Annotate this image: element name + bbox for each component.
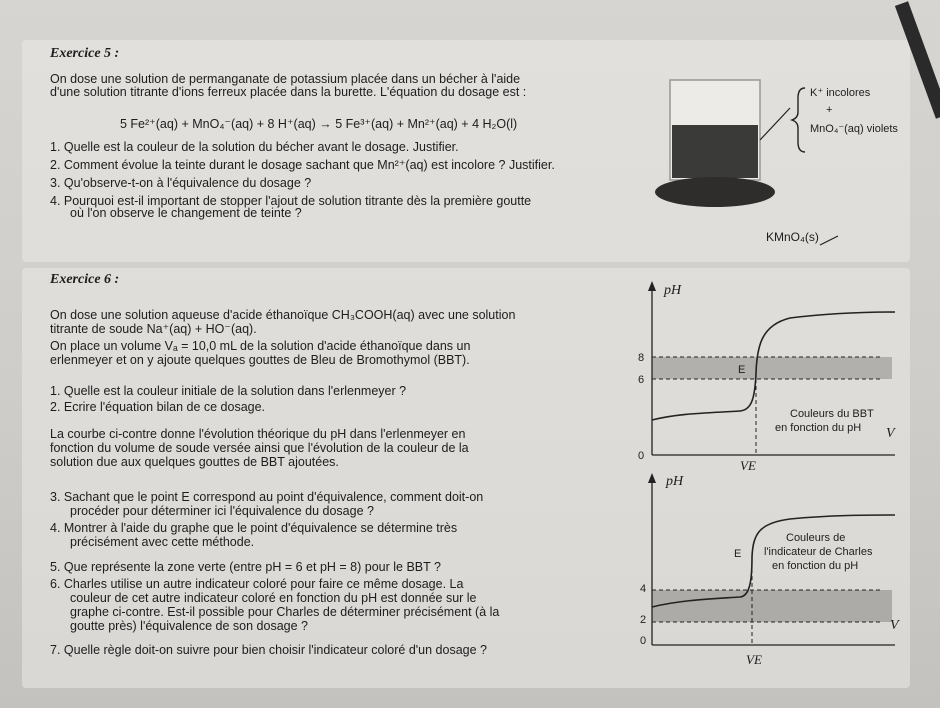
graph-charles: [640, 475, 900, 665]
graph2-v-label: V: [890, 618, 899, 633]
graph2-tick-2: 2: [640, 614, 647, 626]
graph2-caption-3: en fonction du pH: [772, 560, 859, 572]
ex6-question-6b: couleur de cet autre indicateur coloré en fonction du pH est donnée sur le: [70, 591, 477, 605]
ex6-question-1: 1. Quelle est la couleur initiale de la solution dans l'erlenmeyer ?: [50, 384, 407, 398]
ion-mno4-label: MnO₄⁻(aq) violets: [810, 123, 898, 135]
graph1-v-label: V: [886, 426, 895, 441]
ex5-intro-line1: On dose une solution de permanganate de potassium placée dans un bécher à l'aide: [50, 72, 521, 86]
ex6-question-2: 2. Ecrire l'équation bilan de ce dosage.: [50, 400, 266, 414]
ex6-question-6d: goutte près) l'équivalence de son dosage ?: [70, 619, 308, 633]
ex6-para2-line2: erlenmeyer et on y ajoute quelques gouttes de Bleu de Bromothymol (BBT).: [50, 353, 470, 367]
graph2-ve-label: VE: [746, 652, 762, 667]
exercise-5-title: Exercice 5 :: [50, 46, 120, 61]
ex6-question-7: 7. Quelle règle doit-on suivre pour bien choisir l'indicateur coloré d'un dosage ?: [50, 643, 487, 657]
graph1-tick-8: 8: [638, 352, 645, 364]
ex5-question-4b: où l'on observe le changement de teinte ?: [70, 206, 302, 220]
graph2-y-arrow: [648, 473, 656, 483]
bbt-green-zone: [652, 357, 892, 379]
ex6-para3-line1: La courbe ci-contre donne l'évolution théorique du pH dans l'erlenmeyer en: [50, 427, 466, 441]
ex5-intro-line2: d'une solution titrante d'ions ferreux placée dans la burette. L'équation du dosage est :: [50, 85, 527, 99]
ex6-para2-line1: On place un volume Vₐ = 10,0 mL de la solution d'acide éthanoïque dans un: [50, 339, 471, 353]
ex6-para3-line2: fonction du volume de soude versée ainsi que l'évolution de la couleur de la: [50, 441, 469, 455]
ex6-question-4a: 4. Montrer à l'aide du graphe que le point d'équivalence se détermine très: [50, 521, 458, 535]
graph2-caption-1: Couleurs de: [786, 532, 846, 544]
exercise-6-title: Exercice 6 :: [50, 272, 120, 287]
graph1-ph-label: pH: [664, 283, 682, 298]
ex6-question-6a: 6. Charles utilise un autre indicateur coloré pour faire ce même dosage. La: [50, 577, 464, 591]
brace: [792, 88, 805, 152]
graph1-caption-2: en fonction du pH: [775, 422, 862, 434]
graph2-tick-4: 4: [640, 583, 647, 595]
ex5-question-2: 2. Comment évolue la teinte durant le dosage sachant que Mn²⁺(aq) est incolore ? Justifier.: [50, 158, 555, 172]
ex6-question-6c: graphe ci-contre. Est-il possible pour Charles de déterminer précisément (à la: [70, 605, 500, 619]
graph1-caption-1: Couleurs du BBT: [790, 408, 874, 420]
graph2-caption-2: l'indicateur de Charles: [764, 546, 873, 558]
graph1-point-e: E: [738, 364, 746, 376]
ex6-question-3a: 3. Sachant que le point E correspond au point d'équivalence, comment doit-on: [50, 490, 484, 504]
kmno4-pile: [655, 177, 775, 207]
ex6-para3-line3: solution due aux quelques gouttes de BBT ajoutées.: [50, 455, 339, 469]
kmno4-solid-label: KMnO₄(s): [766, 230, 819, 244]
ex6-question-3b: procéder pour déterminer ici l'équivalence du dosage ?: [70, 504, 374, 518]
ex6-question-4b: précisément avec cette méthode.: [70, 535, 255, 549]
graph1-ve-label: VE: [740, 458, 756, 473]
pointer-line: [760, 108, 790, 140]
solid-pointer: [820, 236, 838, 245]
ex6-para1-line1: On dose une solution aqueuse d'acide éthanoïque CH₃COOH(aq) avec une solution: [50, 308, 516, 322]
graph-bbt: [640, 285, 900, 470]
ion-k-label: K⁺ incolores: [810, 87, 871, 99]
graph2-point-e: E: [734, 548, 742, 560]
ex6-para1-line2: titrante de soude Na⁺(aq) + HO⁻(aq).: [50, 322, 257, 336]
ex5-question-3: 3. Qu'observe-t-on à l'équivalence du dosage ?: [50, 176, 312, 190]
graph1-tick-6: 6: [638, 374, 645, 386]
ex5-equation: 5 Fe²⁺(aq) + MnO₄⁻(aq) + 8 H⁺(aq) → 5 Fe³⁺(aq) + Mn²⁺(aq) + 4 H₂O(l): [120, 117, 518, 131]
ion-plus: +: [826, 104, 833, 116]
ex5-question-1: 1. Quelle est la couleur de la solution du bécher avant le dosage. Justifier.: [50, 140, 459, 154]
graph1-tick-0: 0: [638, 450, 645, 462]
graph2-tick-0: 0: [640, 635, 647, 647]
charles-color-zone: [652, 590, 892, 622]
beaker-solution: [672, 125, 758, 178]
graph2-ph-label: pH: [666, 474, 684, 489]
ex5-question-4a: 4. Pourquoi est-il important de stopper l'ajout de solution titrante dès la première goutte: [50, 194, 532, 208]
ex6-question-5: 5. Que représente la zone verte (entre pH = 6 et pH = 8) pour le BBT ?: [50, 560, 441, 574]
